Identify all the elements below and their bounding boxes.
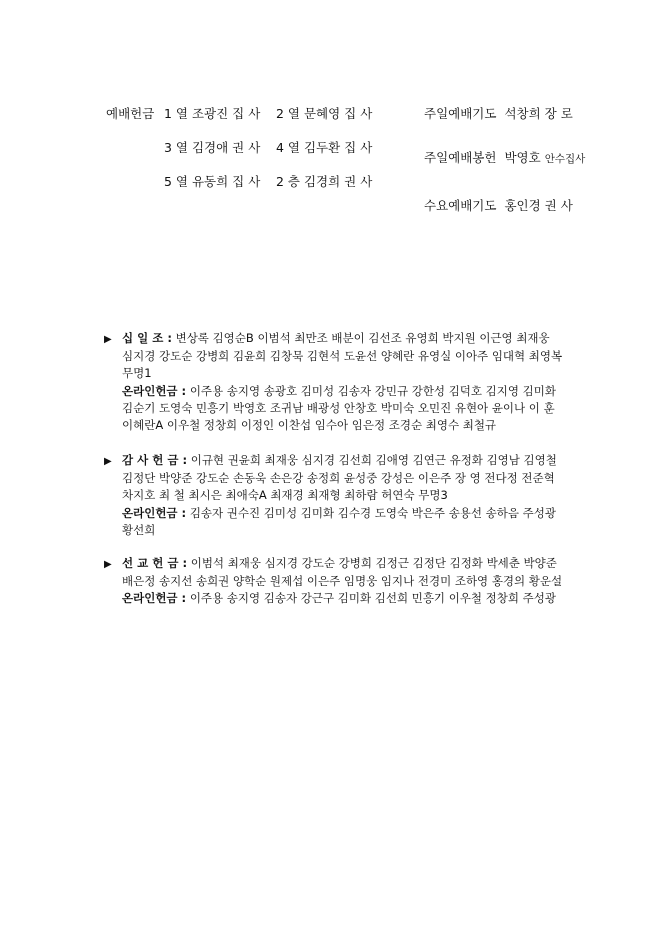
- duty-entry: 5 열 유동희 집 사: [164, 174, 261, 189]
- online-heading: 온라인헌금 :: [122, 505, 187, 520]
- service-role-row: [424, 106, 573, 121]
- tithe-section: [104, 330, 574, 434]
- section-heading: 감 사 헌 금 :: [122, 453, 188, 467]
- bullet-icon: ▶: [104, 334, 112, 345]
- online-heading: 온라인헌금 :: [122, 383, 187, 398]
- donor-line: 김정단 박양준 강도순 손동욱 손은강 송정희 윤성중 강성은 이은주 장 영 전다정 전준혁: [122, 471, 555, 486]
- service-role: 수요예배기도: [424, 198, 497, 213]
- thanks-section: [104, 452, 574, 539]
- duty-entry: 2 층 김경희 권 사: [276, 174, 373, 189]
- donor-line: 무명1: [122, 366, 152, 381]
- online-heading: 온라인헌금 :: [122, 591, 187, 606]
- service-role-row: [424, 150, 585, 167]
- donor-line: 배은정 송지선 송희권 양학순 원제섭 이은주 임명웅 임지나 전경미 조하영 홍경의 황운설: [122, 574, 563, 589]
- service-person: 박영호: [504, 150, 541, 165]
- service-person: 석창희 장 로: [504, 106, 573, 121]
- donor-line: 변상록 김영순B 이범석 최만조 배분이 김선조 유영희 박지원 이근영 최재웅: [175, 331, 550, 345]
- donor-line: 김순기 도영숙 민흥기 박영호 조귀남 배광성 안창호 박미숙 오민진 유현아 윤이나 이 훈: [122, 400, 555, 415]
- donor-line: 김송자 권수진 김미성 김미화 김수경 도영숙 박은주 송용선 송하음 주성광: [189, 505, 556, 520]
- donor-line: 심지경 강도순 강병희 김윤희 김창묵 김현석 도윤선 양혜란 유영실 이아주 임대혁 최영복: [122, 349, 563, 364]
- donor-line: 이범석 최재웅 심지경 강도순 강병희 김정근 김정단 김정화 박세춘 박양준: [190, 556, 557, 570]
- donor-line: 황선희: [122, 522, 156, 537]
- donor-line: 이혜란A 이우철 정창희 이정인 이찬섭 임수아 임은정 조경순 최영수 최철규: [122, 418, 497, 433]
- mission-section: [104, 555, 574, 608]
- service-role: 주일예배봉헌: [424, 150, 497, 165]
- duty-entry: 3 열 김경애 권 사: [164, 140, 261, 155]
- section-heading: 십 일 조 :: [122, 331, 172, 345]
- service-role: 주일예배기도: [424, 106, 497, 121]
- donor-line: 차지호 최 철 최시은 최애숙A 최재경 최재형 최하람 허연숙 무명3: [122, 488, 448, 503]
- bullet-icon: ▶: [104, 559, 112, 570]
- duty-entry: 2 열 문혜영 집 사: [276, 106, 373, 121]
- duty-entry: 1 열 조광진 집 사: [164, 106, 261, 121]
- duty-entry: 4 열 김두환 집 사: [276, 140, 373, 155]
- donor-line: 이주용 송지영 김송자 강근구 김미화 김선희 민흥기 이우철 정창희 주성광: [189, 591, 556, 606]
- bullet-icon: ▶: [104, 456, 112, 467]
- service-person-title: 안수집사: [544, 153, 586, 165]
- service-role-row: [424, 198, 573, 213]
- section-heading: 선 교 헌 금 :: [122, 556, 188, 570]
- duty-label: 예배헌금: [106, 106, 155, 121]
- donor-line: 이주용 송지영 송광호 김미성 김송자 강민규 강한성 김덕호 김지영 김미화: [189, 383, 556, 398]
- service-person: 홍인경 권 사: [504, 198, 573, 213]
- donor-line: 이규현 권윤희 최재웅 심지경 김선희 김애영 김연근 유정화 김영남 김영철: [190, 453, 557, 467]
